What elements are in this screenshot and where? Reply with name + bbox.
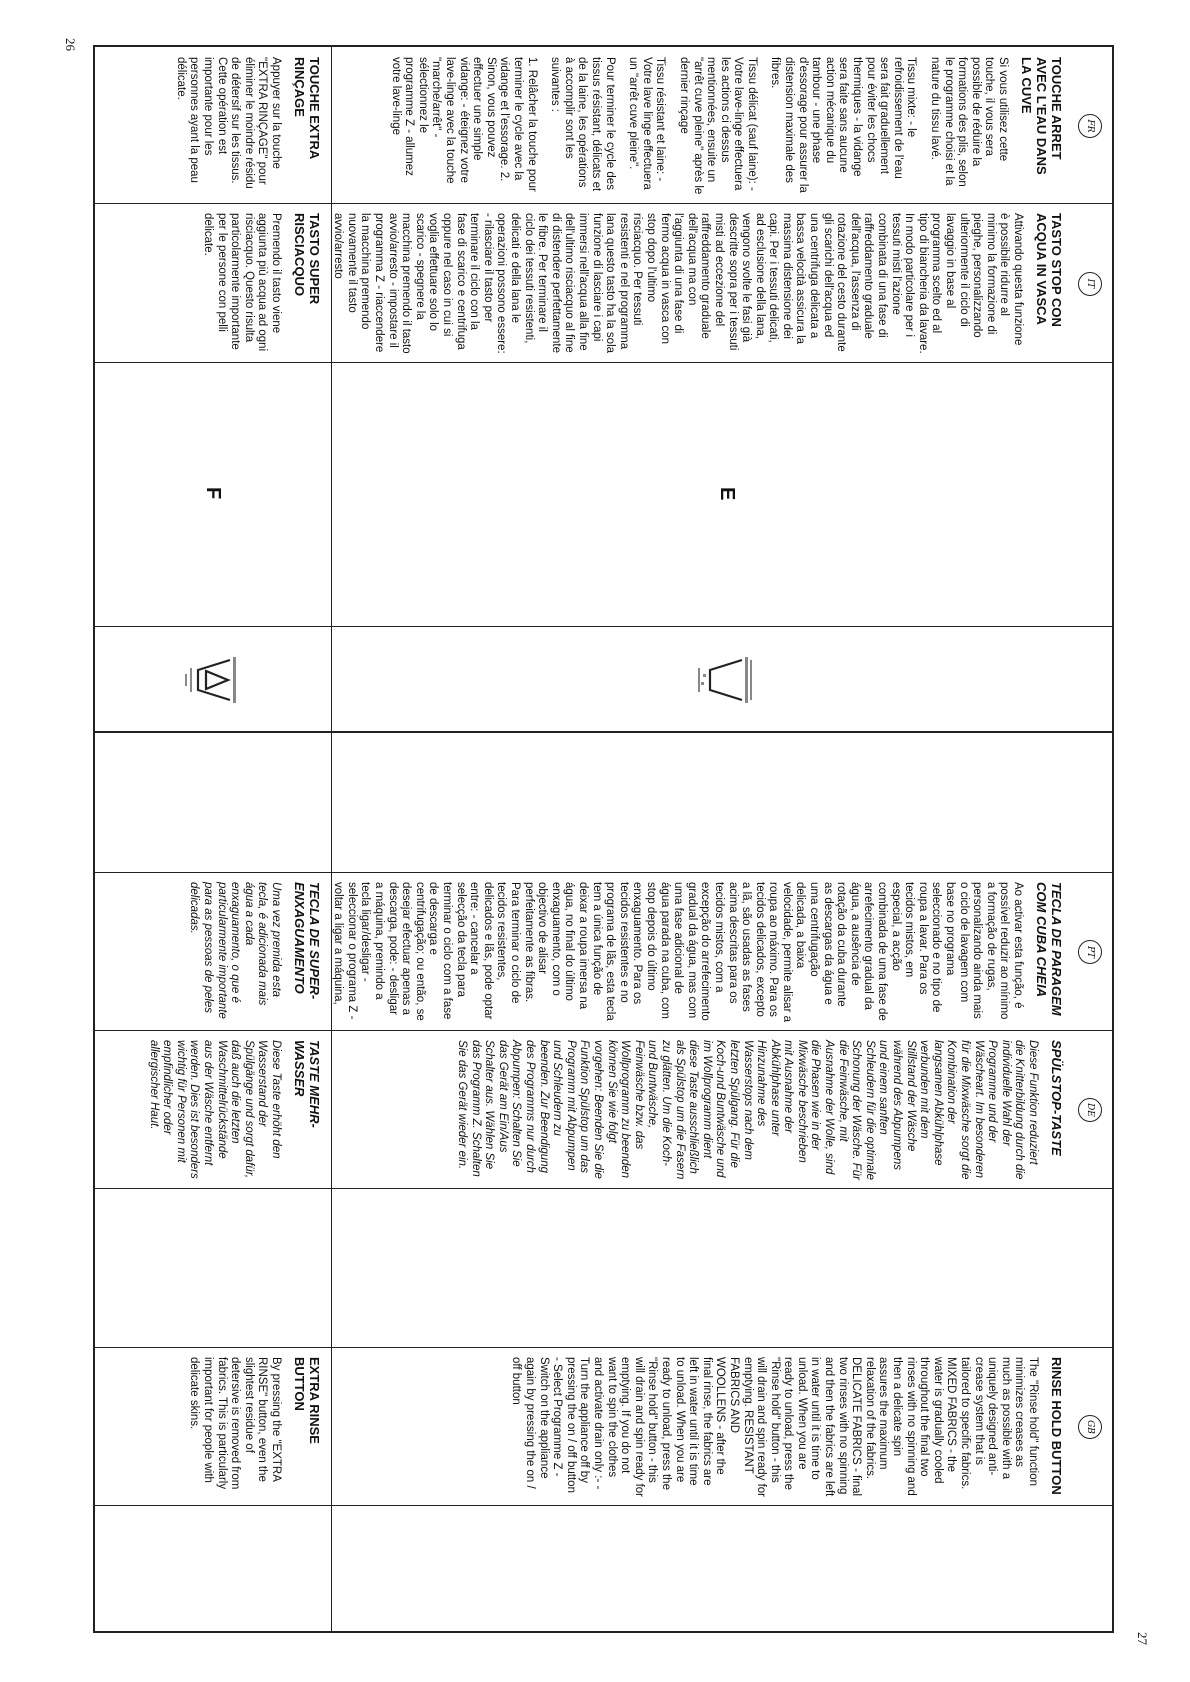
paragraph: Diese Taste erhöht den Wasserstand der Spülgänge und sorgt dafür, daß auch die letzten Waschmittelrückstände aus der Wäsche entfernt werden. Dies ist besonders wichtig für Personen mit empfindlicher oder allergischer Haut.	[147, 1040, 282, 1179]
row-letter-e: E	[716, 487, 738, 501]
paragraph: Tissu mixte: - le refroidissement de l'eau sera fait graduellement pour éviter les chocs thermiques - la vidange sera faite sans aucune action mécanique du tambour - une phase d'essorage pour assurer la distension maximale des fibres.	[769, 57, 918, 193]
paragraph: By pressing the "EXTRA RINSE" button, even the slightest residue of detersive is removed from fabrics. This is particularly important for people with delicate skins.	[188, 1357, 282, 1490]
paragraph: Si vous utilisez cette touche, il vous sera possible de réduire la formations des plis, selon le programme choisi et la nature du tissu lavé.	[929, 57, 1009, 187]
column-divider	[95, 731, 1112, 733]
cell-pt-extra-rinse	[91, 872, 322, 1030]
flag-de-icon: DE	[1078, 1098, 1102, 1122]
instruction-table	[93, 45, 1114, 1633]
paragraph: Diese Funktion reduziert die Knitterbildung durch die individuelle Wahl der Programme und der Wäscheart. Im besonderen für die Mixwäsche sorgt die Kombination der langsamen Abkühlphase verbunden mit dem Stillstand der Wäsche während des Abpumpens und einem sanften Schleudern für die optimale Schonung der Wäsche. Für die Feinwäsche, mit Ausnahme der Wolle, sind die Phasen wie in der Mixwäsche beschrieben mit Ausnahme der Abkühlphase unter Hinzunahme des Wasserstops nach dem letzten Spülgang. Für die Koch-und Buntwäsche und im Wollprogramm dient diese Taste ausschließlich als Spülstop um die Fasern zu glätten. Um die Koch-und Buntwäsche, Feinwäsche bzw. das Wollprogramm zu beenden können Sie wie folgt vorgehen: Beenden Sie die Funktion Spülstop um das Programm mit Abpumpen und Schleudern zu beenden. Zur Beendigung des Programms nur durch Abpumpen: Schalten Sie das Gerät am Ein/Aus Schalter aus. Wählen Sie das Programm Z. Schalten Sie das Gerät wieder ein.	[456, 1040, 1039, 1180]
flag-it-icon: IT	[1078, 272, 1102, 296]
section-title: EXTRA RINSE BUTTON	[292, 1357, 322, 1444]
section-title: TECLA DE SUPER-ENXAGUAMENTO	[292, 882, 322, 1000]
cell-de-extra-rinse	[91, 1030, 322, 1188]
cell-pt-rinse-hold	[332, 872, 1112, 1030]
flag-pt-icon: PT	[1078, 940, 1102, 964]
extra-rinse-icon	[178, 654, 242, 706]
row-letter-f: F	[202, 487, 224, 500]
paragraph: The "Rinse hold" function minimizes creases as much as possible with a uniquely designed anti-crease system that is tailored to specific fabrics. MIXED FABRICS - the water is gradually cooled throughout the final two rinses with no spinning and then a delicate spin assures the maximum relaxation of the fabrics. DELICATE FABRICS - final two rinses with no spinning and then the fabrics are left in water until it is time to unload. When you are ready to unload, press the "Rinse hold" button - this will drain and spin ready for emptying. RESISTANT FABRICS AND WOOLLENS - after the final rinse, the fabrics are left in water until it is time to unload. When you are ready to unload, press the "Rinse hold" button - this will drain and spin ready for emptying. If you do not want to spin the clothes and activate drain only :- - Turn the appliance off by pressing the on / off button - Select Programme Z - Switch on the appliance again by pressing the on / off button	[510, 1357, 1039, 1497]
cell-it-rinse-hold	[332, 203, 1112, 362]
paragraph: Ao activar esta função, é possível reduzir ao mínimo a formação de rugas, personalizando ainda mais o ciclo de lavagem com base no programa seleccionado e no tipo de roupa a lavar. Para os tecidos mistos, em especial, a acção combinada de uma fase de arrefecimento gradual da água, a ausência de rotação da cuba durante as descargas da água e uma centrifugação delicada, a baixa velocidade, permite alisar a roupa ao máximo. Para os tecidos delicados, excepto a lã, são usadas as fases acima descritas para os tecidos mistos, com a excepção do arrefecimento gradual da água, mas com uma fase adicional de água parada na cuba, com stop depois do último enxaguamento. Para os tecidos resistentes e no programa de lãs, esta tecla tem a única função de deixar a roupa imersa na água, no final do último enxaguamento, com o objectivo de alisar perfeitamente as fibras. Para terminar o ciclo de tecidos resistentes, delicados e lãs, pode optar entre: - cancelar a selecção da tecla para terminar o ciclo com a fase de descarga e centrifugação; ou então, se desejar efectuar apenas a descarga, pode: - desligar a máquina, premindo a tecla ligar/desligar - seleccionar o programa Z - voltar a ligar a máquina,	[332, 882, 1024, 1022]
flag-fr-icon: FR	[1078, 114, 1102, 138]
section-title: TECLA DE PARAGEM COM CUBA CHEIA	[1034, 882, 1064, 1016]
column-divider	[95, 1188, 1112, 1189]
paragraph: Uma vez premida esta tecla, é adicionada mais água a cada enxaguamento, o que é particularmente importante para as pessoas de peles delicadas.	[188, 882, 282, 1019]
section-title: TOUCHE ARRET AVEC L'EAU DANS LA CUVE	[1019, 57, 1064, 175]
page-number-right: 27	[1135, 1632, 1150, 1645]
paragraph: Premendo il tasto viene aggiunta più acqua ad ogni risciacquo. Questo risulta particolarmente importante per le persone con pelli delicate.	[202, 213, 282, 352]
cell-fr-extra-rinse	[91, 47, 322, 203]
section-title: TASTO SUPER RISCIACQUO	[292, 213, 322, 305]
cell-en-rinse-hold	[332, 1347, 1112, 1505]
paragraph: Appuyer sur la touche "EXTRA RINÇAGE" pour éliminer le moindre résidu de détersif sur les tissus. Cette opération est importante pour les personnes ayant la peau délicate.	[174, 57, 282, 189]
section-title: TASTE MEHR-WASSER	[292, 1040, 322, 1128]
paragraph: Pour terminer le cycle des tissus résistant, délicats et de la laine, les opérations à accomplir sont les suivantes :	[549, 57, 616, 192]
page-number-left: 26	[63, 38, 78, 51]
column-divider	[95, 362, 1112, 363]
flag-gb-icon: GB	[1078, 1415, 1102, 1439]
section-title: RINSE HOLD BUTTON	[1049, 1357, 1064, 1495]
paragraph: Attivando questa funzione è possibile ridurre al minimo la formazione di pieghe, personalizzando ulteriormente il ciclo di lavaggio in base al programma scelto ed al tipo di biancheria da lavare. In modo particolare per i tessuti misti l'azione combinata di una fase di raffreddamento graduale dell'acqua, l'assenza di rotazione del cesto durante gli scarichi dell'acqua ed una centrifuga delicata a bassa velocità assicura la massima distensione dei capi. Per i tessuti delicati, ad esclusione della lana, vengono svolte le fasi già descritte sopra per i tessuti misti ad eccezione del raffreddamento graduale dell'acqua ma con l'aggiunta di una fase di fermo acqua in vasca con stop dopo l'ultimo risciacquo. Per tessuti resistenti e nel programma lana questo tasto ha la sola funzione di lasciare i capi immersi nell'acqua alla fine dell'ultimo risciacquo al fine di distendere perfettamente le fibre. Per terminare il ciclo dei tessuti resistenti, delicati e della lana le operazioni possono essere: - rilasciare il tasto per terminare il ciclo con la fase di scarico e centrifuga oppure nel caso in cui si voglia effettuare solo lo scarico - spegnere la macchina premendo il tasto avvio/arresto - impostare il programma Z - riaccendere la macchina premendo nuovamente il tasto avvio/arresto	[332, 213, 1024, 354]
section-title: SPÜLSTOP-TASTE	[1049, 1040, 1064, 1156]
section-title: TOUCHE EXTRA RINÇAGE	[292, 57, 322, 159]
paragraph: Tissu délicat (sauf laine): - Votre lave-linge effectuera les actions ci dessus mentionnées, ensuite un "arrêt cuve pleine" après le dernier rinçage	[677, 57, 758, 195]
paragraph: Tissu résistant et laine: - Votre lave linge effectuera un "arrêt cuve pleine".	[627, 57, 667, 190]
column-divider	[95, 1505, 1112, 1506]
cell-de-rinse-hold	[332, 1030, 1112, 1188]
section-title: TASTO STOP CON ACQUA IN VASCA	[1034, 213, 1064, 327]
cell-it-extra-rinse	[91, 203, 322, 362]
center-divider	[93, 626, 1114, 627]
rinse-hold-icon	[692, 654, 756, 706]
paragraph: 1. Relâcher la touche pour terminer le cycle avec la vidange et l'essorage. 2. Sinon, vous pouvez effectuer une simple vidange: - éteignez votre lave-linge avec la touche "marche/arrêt" - sélectionnez le programme Z - allumez votre lave-linge	[389, 57, 538, 192]
cell-en-extra-rinse	[91, 1347, 322, 1505]
cell-fr-rinse-hold	[332, 47, 1112, 203]
